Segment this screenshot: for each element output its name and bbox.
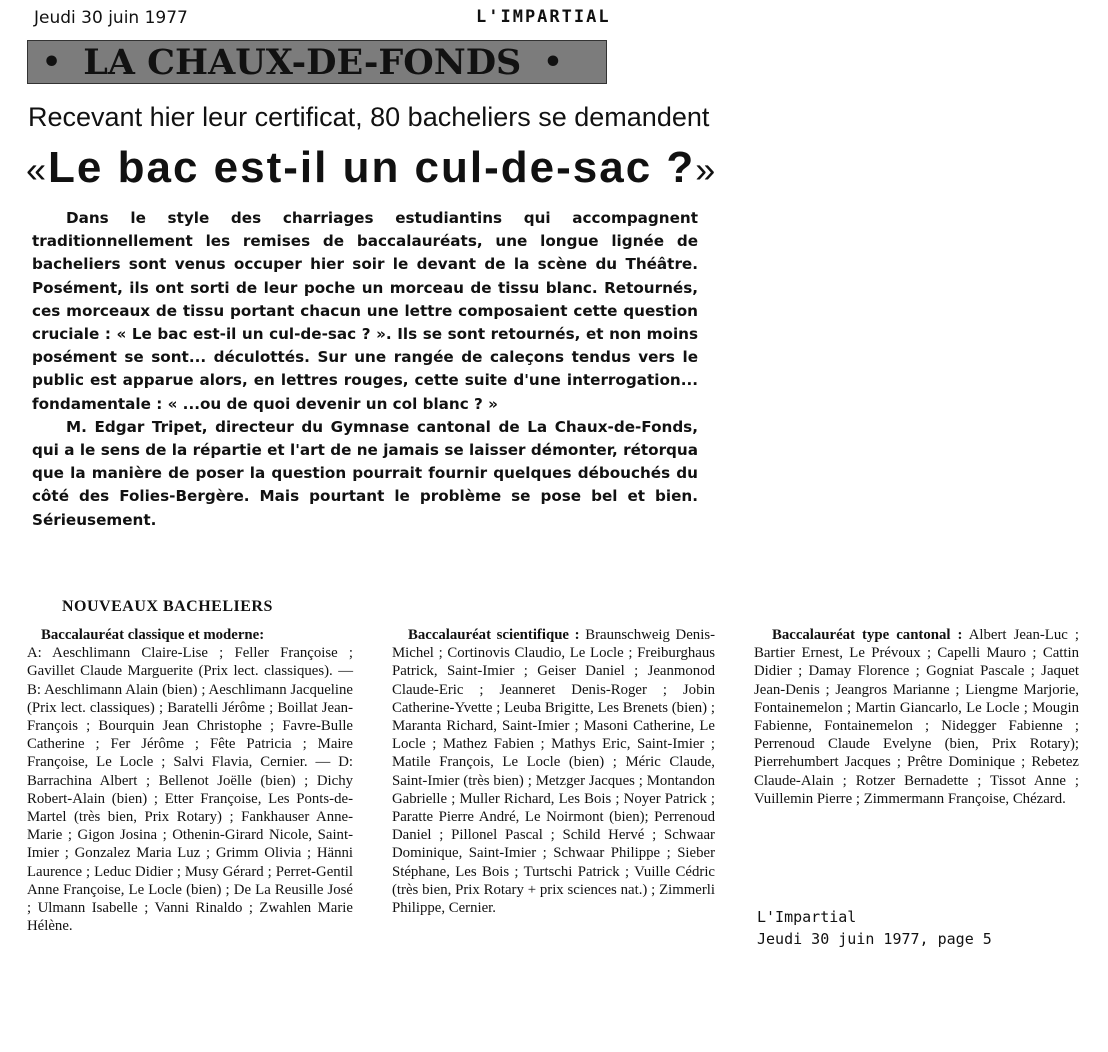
section-banner <box>27 40 607 84</box>
issue-date: Jeudi 30 juin 1977 <box>34 8 188 28</box>
column-heading-scientifique: Baccalauréat scientifique : <box>408 627 580 643</box>
column-text-cantonal: Albert Jean-Luc ; Bartier Ernest, Le Prévoux ; Capelli Mauro ; Cattin Didier ; Damay Florence ; Gogniat Pascale ; Jaquet Jean-Denis ; Jeangros Marianne ; Liengme Marjorie, Fontainemelon ; Martin Giancarlo, Le Locle ; Mougin Fabienne, Fontainemelon ; Nidegger Fabienne ; Perrenoud Claude Evelyne (bien, Prix Rotary); Pierrehumbert Jacques ; Prêtre Dominique ; Rebetez Claude-Alain ; Rotzer Bernadette ; Tissot Anne ; Vuillemin Pierre ; Zimmermann Françoise, Chézard. <box>754 627 1079 807</box>
column-text-scientifique: Braunschweig Denis-Michel ; Cortinovis Claudio, Le Locle ; Freiburghaus Patrick, Saint-Imier ; Geiser Daniel ; Jeanmonod Claude-Eric ; Jeanneret Denis-Roger ; Jobin Catherine-Yvette ; Leuba Brigitte, Les Brenets (bien) ; Maranta Richard, Saint-Imier ; Masoni Catherine, Le Locle ; Mathez Fabien ; Mathys Eric, Saint-Imier ; Matile François, Le Locle (bien) ; Méric Claude, Saint-Imier (très bien) ; Metzger Jacques ; Montandon Gabrielle ; Muller Richard, Les Bois ; Noyer Patrick ; Paratte Pierre André, Le Noirmont (bien); Perrenoud Daniel ; Pillonel Pascal ; Schild Hervé ; Schwaar Dominique, Saint-Imier ; Schwaar Philippe ; Sieber Stéphane, Les Bois ; Turtschi Patrick ; Vuille Cédric (très bien, Prix Rotary + prix sciences nat.) ; Zimmerli Philippe, Cernier. <box>392 627 716 917</box>
bacheliers-column-cantonal <box>754 626 1079 808</box>
banner-title: LA CHAUX-DE-FONDS <box>83 41 522 83</box>
headline-text: Le bac est-il un cul-de-sac ? <box>48 143 696 192</box>
source-citation <box>757 906 992 950</box>
bacheliers-section-title: NOUVEAUX BACHELIERS <box>62 598 273 615</box>
article-body <box>32 207 698 532</box>
column-text-classique: A: Aeschlimann Claire-Lise ; Feller Françoise ; Gavillet Claude Marguerite (Prix lect. classiques). — B: Aeschlimann Alain (bien) ; Aeschlimann Jacqueline (Prix lect. classiques) ; Baratelli Jérôme ; Boillat Jean-François ; Bourquin Jean Christophe ; Favre-Bulle Catherine ; Fer Jérôme ; Fête Patricia ; Maire Françoise, Le Locle ; Salvi Flavia, Cernier. — D: Barrachina Albert ; Bellenot Joëlle (bien) ; Dichy Robert-Alain (bien) ; Etter Françoise, Les Ponts-de-Martel (très bien, Prix Rotary) ; Fankhauser Anne-Marie ; Gigon Josina ; Othenin-Girard Nicole, Saint-Imier ; Gonzalez Maria Luz ; Grimm Olivia ; Hänni Laurence ; Leduc Didier ; Musy Gérard ; Perret-Gentil Anne Françoise, Le Locle (bien) ; De La Reusille José ; Ulmann Isabelle ; Vanni Rinaldo ; Zwahlen Marie Hélène. <box>27 645 353 935</box>
newspaper-name: L'IMPARTIAL <box>476 7 611 27</box>
article-paragraph-2: M. Edgar Tripet, directeur du Gymnase cantonal de La Chaux-de-Fonds, qui a le sens de la répartie et l'art de ne jamais se laisser démonter, rétorqua que la manière de poser la question pourrait fournir quelques débouchés du côté des Folies-Bergère. Mais pourtant le problème se pose bel et bien. Sérieusement. <box>32 417 698 529</box>
column-heading-classique: Baccalauréat classique et moderne: <box>41 627 265 643</box>
bacheliers-column-classique <box>27 626 353 935</box>
article-headline <box>26 143 717 193</box>
banner-bullet-right: • <box>543 44 563 80</box>
article-paragraph-1: Dans le style des charriages estudiantins qui accompagnent traditionnellement les remises de baccalauréats, une longue lignée de bacheliers sont venus occuper hier soir le devant de la scène du Théâtre. Posément, ils ont sorti de leur poche un morceau de tissu blanc. Retournés, ces morceaux de tissu portant chacun une lettre composaient cette question cruciale : « Le bac est-il un cul-de-sac ? ». Ils se sont retournés, et non moins posément se sont... déculottés. Sur une rangée de caleçons tendus vers le public est apparue alors, en lettres rouges, cette suite d'une interrogation... fondamentale : « ...ou de quoi devenir un col blanc ? » <box>32 209 698 413</box>
article-kicker: Recevant hier leur certificat, 80 bacheliers se demandent <box>28 102 710 132</box>
column-heading-cantonal: Baccalauréat type cantonal : <box>772 627 963 643</box>
bacheliers-column-scientifique <box>392 626 715 917</box>
headline-open-quote: « <box>26 149 49 190</box>
source-line-2: Jeudi 30 juin 1977, page 5 <box>757 930 992 948</box>
banner-bullet-left: • <box>42 44 62 80</box>
headline-close-quote: » <box>695 149 718 190</box>
source-line-1: L'Impartial <box>757 908 857 926</box>
